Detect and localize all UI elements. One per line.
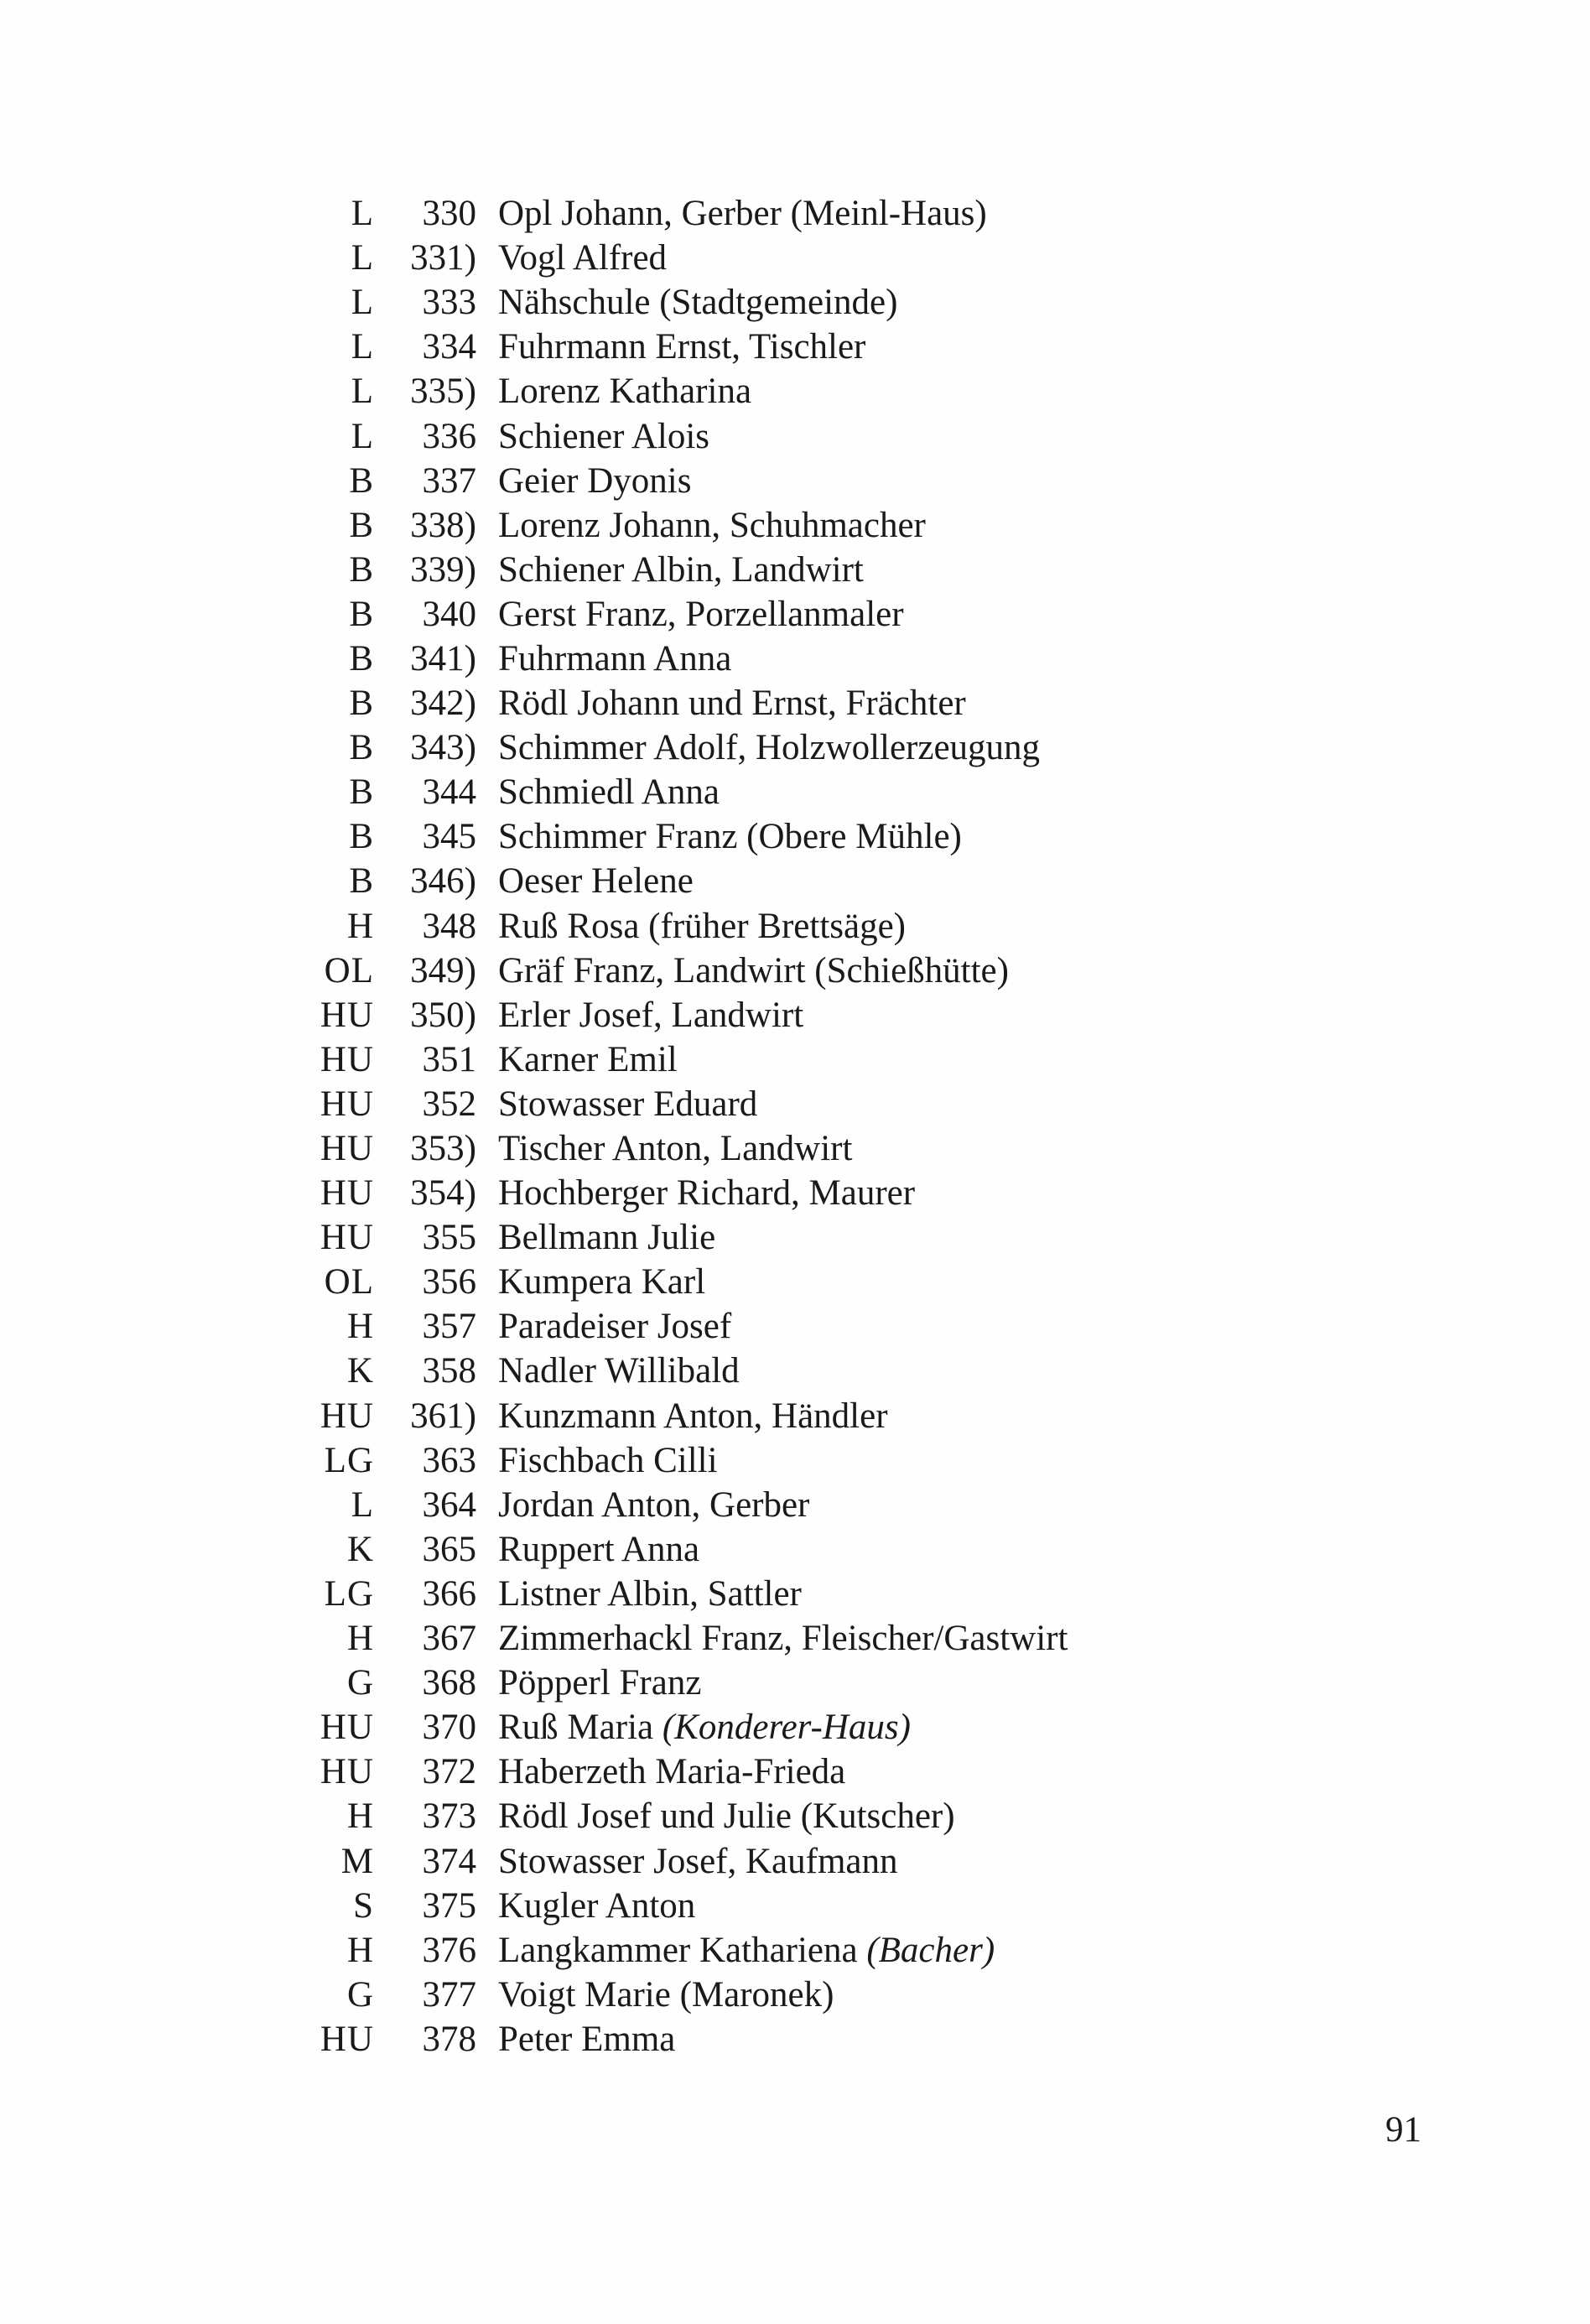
district-code: M [340,1841,374,1881]
owner-text: Peter Emma [498,2019,676,2059]
register-entry [252,592,1258,637]
house-number: 351 [422,1039,476,1079]
register-entry [252,1749,1258,1794]
owner-text: Kugler Anton [498,1885,696,1926]
owner-name [483,1973,834,2017]
owner-text: Tischer Anton, Landwirt [498,1129,853,1169]
district-code: B [349,684,374,724]
owner-text: Voigt Marie (Maronek) [498,1974,834,2015]
owner-text: Ruß Rosa (früher Brettsäge) [498,906,906,946]
house-number: 338) [410,505,476,545]
district-code: K [346,1351,374,1391]
owner-name [483,1705,911,1749]
district-code: H [346,1307,374,1347]
owner-text: Gräf Franz, Landwirt (Schießhütte) [498,950,1009,990]
owner-text: Kumpera Karl [498,1262,706,1302]
house-number: 331) [410,238,476,278]
register-entry [252,280,1258,325]
register-entry [252,548,1258,592]
register-entry [252,1616,1258,1661]
register-entry [252,1705,1258,1749]
owner-text: Lorenz Katharina [498,372,752,412]
owner-name [483,681,966,725]
district-code: HU [320,1752,374,1792]
house-number: 337 [422,460,476,501]
owner-name [483,637,731,681]
house-number: 363 [422,1440,476,1480]
district-code: L [351,283,374,323]
owner-name [483,1884,695,1928]
owner-name [483,414,709,459]
house-number: 341) [410,638,476,678]
register-entry [252,1973,1258,2017]
owner-name [483,1304,731,1349]
register-entry [252,1394,1258,1438]
house-number: 368 [422,1663,476,1703]
house-number: 357 [422,1307,476,1347]
register-entry [252,1884,1258,1928]
owner-name [483,1126,852,1171]
owner-text: Ruppert Anna [498,1529,700,1569]
district-code: HU [320,1218,374,1258]
district-code: OL [324,950,374,990]
owner-name [483,1661,701,1705]
owner-name [483,1839,898,1884]
house-number: 361) [410,1396,476,1436]
owner-name [483,1527,699,1572]
owner-name [483,1394,888,1438]
district-code: LG [324,1440,374,1480]
owner-text: Lorenz Johann, Schuhmacher [498,505,926,545]
page-number: 91 [1385,2110,1421,2150]
owner-name [483,1438,718,1483]
house-number: 353) [410,1129,476,1169]
register-entry [252,1349,1258,1393]
house-number: 339) [410,549,476,590]
owner-note: (Konderer-Haus) [662,1708,911,1748]
district-code: B [349,549,374,590]
owner-text: Bellmann Julie [498,1218,716,1258]
register-entry [252,236,1258,280]
district-code: L [351,238,374,278]
register-entry [252,1171,1258,1215]
house-number: 376 [422,1930,476,1970]
district-code: G [346,1974,374,2015]
house-number: 373 [422,1796,476,1837]
register-entry [252,503,1258,548]
register-entry [252,949,1258,993]
register-entry [252,770,1258,814]
owner-name [483,1749,845,1794]
register-entry [252,325,1258,369]
house-number: 356 [422,1262,476,1302]
register-entry [252,1928,1258,1973]
register-entry [252,681,1258,725]
district-code: B [349,638,374,678]
house-number: 346) [410,861,476,902]
register-entry [252,1838,1258,1883]
district-code: HU [320,2019,374,2059]
register-entry [252,904,1258,949]
house-number: 374 [422,1841,476,1881]
district-code: B [349,861,374,902]
owner-name [483,1616,1068,1661]
owner-text: Schimmer Franz (Obere Mühle) [498,817,962,857]
owner-text: Fuhrmann Ernst, Tischler [498,327,866,367]
owner-name [483,592,904,637]
district-code: L [351,327,374,367]
district-code: K [346,1529,374,1569]
owner-name [483,548,864,592]
register-entry [252,637,1258,681]
register-entry [252,1572,1258,1616]
house-number: 349) [410,950,476,990]
owner-text: Paradeiser Josef [498,1307,732,1347]
house-number: 377 [422,1974,476,2015]
owner-text: Oeser Helene [498,861,694,902]
district-code: B [349,594,374,634]
house-number: 348 [422,906,476,946]
register-entry [252,1215,1258,1260]
district-code: LG [324,1573,374,1614]
owner-name [483,1483,809,1527]
owner-name [483,1928,995,1973]
owner-text: Ruß Maria [498,1708,654,1748]
house-number: 378 [422,2019,476,2059]
owner-text: Fuhrmann Anna [498,638,732,678]
district-code: L [351,194,374,234]
house-number: 366 [422,1573,476,1614]
district-code: HU [320,1039,374,1079]
register-entry [252,1304,1258,1349]
owner-name [483,325,865,369]
register-entry [252,1661,1258,1705]
house-number: 365 [422,1529,476,1569]
house-number: 350) [410,995,476,1035]
house-number: 340 [422,594,476,634]
owner-name [483,814,962,859]
district-code: L [351,416,374,456]
district-code: B [349,772,374,813]
owner-name [483,725,1040,770]
owner-text: Stowasser Eduard [498,1084,758,1124]
owner-name [483,859,694,903]
district-code: HU [320,1129,374,1169]
owner-name [483,191,987,236]
owner-text: Vogl Alfred [498,238,668,278]
owner-name [483,1171,915,1215]
house-number: 370 [422,1708,476,1748]
register-entry [252,1260,1258,1304]
register-entry [252,814,1258,859]
district-code: B [349,817,374,857]
district-code: HU [320,1396,374,1436]
house-number: 343) [410,728,476,768]
district-code: H [346,1930,374,1970]
house-number: 345 [422,817,476,857]
owner-name [483,2017,675,2061]
district-code: H [346,1619,374,1659]
district-code: L [351,372,374,412]
owner-name [483,949,1009,993]
house-number: 334 [422,327,476,367]
owner-text: Fischbach Cilli [498,1440,718,1480]
house-number: 330 [422,194,476,234]
house-number: 352 [422,1084,476,1124]
owner-text: Jordan Anton, Gerber [498,1484,810,1525]
owner-text: Langkammer Kathariena [498,1930,858,1970]
house-number: 372 [422,1752,476,1792]
district-code: HU [320,995,374,1035]
district-code: H [346,1796,374,1837]
owner-text: Nähschule (Stadtgemeinde) [498,283,898,323]
register-entry [252,2017,1258,2061]
owner-text: Schiener Albin, Landwirt [498,549,864,590]
house-number: 333 [422,283,476,323]
owner-note: (Bacher) [866,1930,995,1970]
owner-name [483,1037,678,1082]
owner-text: Erler Josef, Landwirt [498,995,804,1035]
owner-name [483,1572,802,1616]
owner-text: Nadler Willibald [498,1351,740,1391]
register-entry [252,369,1258,413]
owner-name [483,369,751,413]
owner-text: Hochberger Richard, Maurer [498,1173,916,1214]
house-number: 364 [422,1484,476,1525]
register-entry [252,859,1258,903]
register-entry [252,993,1258,1037]
owner-name [483,280,897,325]
register-entry [252,1794,1258,1838]
owner-text: Gerst Franz, Porzellanmaler [498,594,904,634]
district-code: HU [320,1084,374,1124]
register-entry [252,1126,1258,1171]
owner-name [483,1082,757,1126]
owner-name [483,904,906,949]
register-entry [252,1082,1258,1126]
owner-name [483,459,691,503]
owner-text: Haberzeth Maria-Frieda [498,1752,846,1792]
owner-text: Schmiedl Anna [498,772,720,813]
house-number: 342) [410,684,476,724]
house-number: 367 [422,1619,476,1659]
owner-name [483,1794,955,1838]
register-entry [252,1037,1258,1082]
district-code: B [349,460,374,501]
register-entry [252,1483,1258,1527]
owner-text: Rödl Johann und Ernst, Frächter [498,684,966,724]
house-number: 358 [422,1351,476,1391]
district-code: G [346,1663,374,1703]
house-number: 375 [422,1885,476,1926]
house-number: 344 [422,772,476,813]
register-entry [252,1438,1258,1483]
owner-text: Rödl Josef und Julie (Kutscher) [498,1796,955,1837]
owner-name [483,770,720,814]
owner-text: Stowasser Josef, Kaufmann [498,1841,898,1881]
owner-name [483,1349,740,1393]
owner-name [483,993,803,1037]
owner-text: Schiener Alois [498,416,709,456]
owner-text: Karner Emil [498,1039,678,1079]
owner-text: Geier Dyonis [498,460,692,501]
house-number: 336 [422,416,476,456]
register-entry [252,459,1258,503]
owner-text: Kunzmann Anton, Händler [498,1396,888,1436]
district-code: HU [320,1708,374,1748]
district-code: H [346,906,374,946]
district-code: B [349,728,374,768]
district-code: OL [324,1262,374,1302]
district-code: B [349,505,374,545]
register-entry [252,1527,1258,1572]
register-entry [252,191,1258,236]
register-entry [252,413,1258,458]
district-code: S [353,1885,374,1926]
owner-name [483,1215,715,1260]
owner-text: Schimmer Adolf, Holzwollerzeugung [498,728,1041,768]
owner-text: Opl Johann, Gerber (Meinl-Haus) [498,194,987,234]
house-register-list [252,191,1258,2061]
owner-text: Listner Albin, Sattler [498,1573,802,1614]
owner-text: Zimmerhackl Franz, Fleischer/Gastwirt [498,1619,1068,1659]
district-code: HU [320,1173,374,1214]
register-entry [252,725,1258,770]
house-number: 354) [410,1173,476,1214]
owner-name [483,236,667,280]
owner-name [483,1260,705,1304]
house-number: 335) [410,372,476,412]
house-number: 355 [422,1218,476,1258]
owner-name [483,503,926,548]
district-code: L [351,1484,374,1525]
owner-text: Pöpperl Franz [498,1663,702,1703]
